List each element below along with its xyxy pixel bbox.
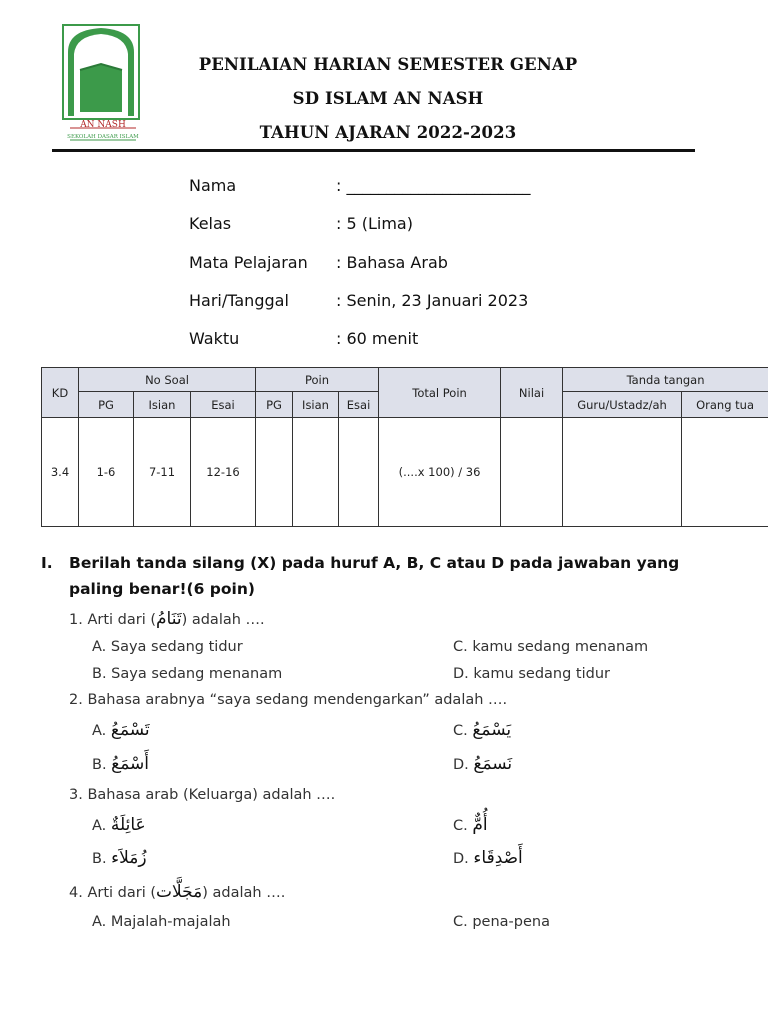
cell-kd: 3.4 — [42, 418, 79, 527]
option-letter: A. — [92, 914, 107, 930]
cell-ttd-orang-tua[interactable] — [682, 418, 768, 527]
option-letter: A. — [92, 818, 107, 834]
question-4 — [69, 882, 285, 902]
cell-total-poin: (....x 100) / 36 — [379, 418, 501, 527]
question-text: ) adalah …. — [202, 885, 286, 901]
option-letter: B. — [92, 851, 107, 867]
cell-poin-pg[interactable] — [256, 418, 293, 527]
name-blank-field[interactable]: : _______________________ — [336, 176, 531, 195]
th-esai: Esai — [191, 392, 256, 418]
school-logo — [62, 24, 144, 148]
q2-option-a[interactable] — [92, 720, 150, 740]
q3-option-d[interactable] — [453, 848, 523, 868]
th-poin: Poin — [256, 368, 379, 392]
cell-poin-esai[interactable] — [339, 418, 379, 527]
th-poin-isian: Isian — [293, 392, 339, 418]
school-name: SD ISLAM AN NASH — [292, 89, 484, 108]
identity-value: : Bahasa Arab — [336, 253, 448, 272]
identity-row-nama — [189, 176, 530, 195]
q4-option-a[interactable] — [92, 914, 231, 930]
th-kd: KD — [42, 368, 79, 418]
th-tanda-tangan: Tanda tangan — [563, 368, 768, 392]
th-isian: Isian — [134, 392, 191, 418]
option-letter: A. — [92, 639, 107, 655]
option-letter: C. — [453, 723, 468, 739]
cell-esai: 12-16 — [191, 418, 256, 527]
th-poin-esai: Esai — [339, 392, 379, 418]
question-text: 4. Arti dari ( — [69, 885, 156, 901]
q3-option-b[interactable] — [92, 848, 147, 868]
option-letter: C. — [453, 818, 468, 834]
question-text: ) adalah …. — [181, 612, 265, 628]
q4-option-c[interactable] — [453, 914, 550, 930]
option-arabic: أَصْدِقَاء — [473, 848, 523, 868]
identity-label: Waktu — [189, 329, 240, 348]
question-1 — [69, 609, 265, 629]
option-letter: C. — [453, 914, 468, 930]
question-arabic: تَنَامُ — [156, 609, 182, 629]
option-text: kamu sedang tidur — [473, 666, 610, 682]
header-divider — [52, 149, 695, 152]
th-total-poin: Total Poin — [379, 368, 501, 418]
cell-nilai[interactable] — [501, 418, 563, 527]
option-text: pena-pena — [472, 914, 550, 930]
identity-label: Nama — [189, 176, 237, 195]
option-letter: A. — [92, 723, 107, 739]
th-poin-pg: PG — [256, 392, 293, 418]
q2-option-b[interactable] — [92, 754, 149, 774]
option-arabic: تَسْمَعُ — [110, 720, 150, 740]
question-2: 2. Bahasa arabnya “saya sedang mendengarkan” adalah …. — [69, 692, 508, 708]
cell-ttd-guru[interactable] — [563, 418, 682, 527]
q2-option-c[interactable] — [453, 720, 511, 740]
identity-value: : Senin, 23 Januari 2023 — [336, 291, 529, 310]
identity-row-waktu — [189, 329, 418, 348]
exam-title: PENILAIAN HARIAN SEMESTER GENAP — [198, 55, 578, 74]
question-3: 3. Bahasa arab (Keluarga) adalah …. — [69, 787, 336, 803]
identity-value: : 60 menit — [336, 329, 419, 348]
th-pg: PG — [79, 392, 134, 418]
cell-pg: 1-6 — [79, 418, 134, 527]
q2-option-d[interactable] — [453, 754, 512, 774]
option-letter: D. — [453, 757, 469, 773]
section-instructions — [41, 550, 721, 604]
option-letter: D. — [453, 666, 469, 682]
identity-label: Mata Pelajaran — [189, 253, 308, 272]
option-arabic: عَائِلَةٌ — [110, 815, 146, 835]
cell-isian: 7-11 — [134, 418, 191, 527]
option-letter: D. — [453, 851, 469, 867]
th-guru: Guru/Ustadz/ah — [563, 392, 682, 418]
option-text: Saya sedang tidur — [110, 639, 243, 655]
identity-row-mapel — [189, 253, 448, 272]
section-number: I. — [41, 554, 53, 572]
section-text: Berilah tanda silang (X) pada huruf A, B, C atau D pada jawaban yang paling benar!(6 poin) — [69, 554, 680, 598]
cell-poin-isian[interactable] — [293, 418, 339, 527]
academic-year: TAHUN AJARAN 2022-2023 — [259, 123, 517, 142]
q1-option-a[interactable] — [92, 639, 243, 655]
identity-row-kelas — [189, 214, 413, 233]
option-arabic: زُمَلاَء — [111, 848, 147, 868]
th-nilai: Nilai — [501, 368, 563, 418]
identity-label: Hari/Tanggal — [189, 291, 289, 310]
th-no-soal: No Soal — [79, 368, 256, 392]
logo-name: AN NASH — [80, 120, 126, 130]
option-text: Saya sedang menanam — [111, 666, 283, 682]
th-orang-tua: Orang tua — [682, 392, 768, 418]
option-arabic: أُمٌّ — [472, 815, 488, 835]
q1-option-d[interactable] — [453, 666, 610, 682]
option-text: kamu sedang menanam — [472, 639, 649, 655]
logo-subtitle: SEKOLAH DASAR ISLAM — [67, 134, 139, 140]
identity-label: Kelas — [189, 214, 232, 233]
q3-option-c[interactable] — [453, 815, 488, 835]
score-table — [41, 367, 768, 527]
q1-option-b[interactable] — [92, 666, 282, 682]
option-text: Majalah-majalah — [110, 914, 231, 930]
question-arabic: مَجَلَّات — [156, 882, 203, 902]
q3-option-a[interactable] — [92, 815, 146, 835]
q1-option-c[interactable] — [453, 639, 648, 655]
option-arabic: نَسمَعُ — [473, 754, 513, 774]
option-arabic: أَسْمَعُ — [111, 754, 150, 774]
option-letter: B. — [92, 666, 107, 682]
option-letter: C. — [453, 639, 468, 655]
option-letter: B. — [92, 757, 107, 773]
question-text: 1. Arti dari ( — [69, 612, 156, 628]
option-arabic: يَسْمَعُ — [472, 720, 512, 740]
identity-value: : 5 (Lima) — [336, 214, 413, 233]
identity-row-tanggal — [189, 291, 528, 310]
